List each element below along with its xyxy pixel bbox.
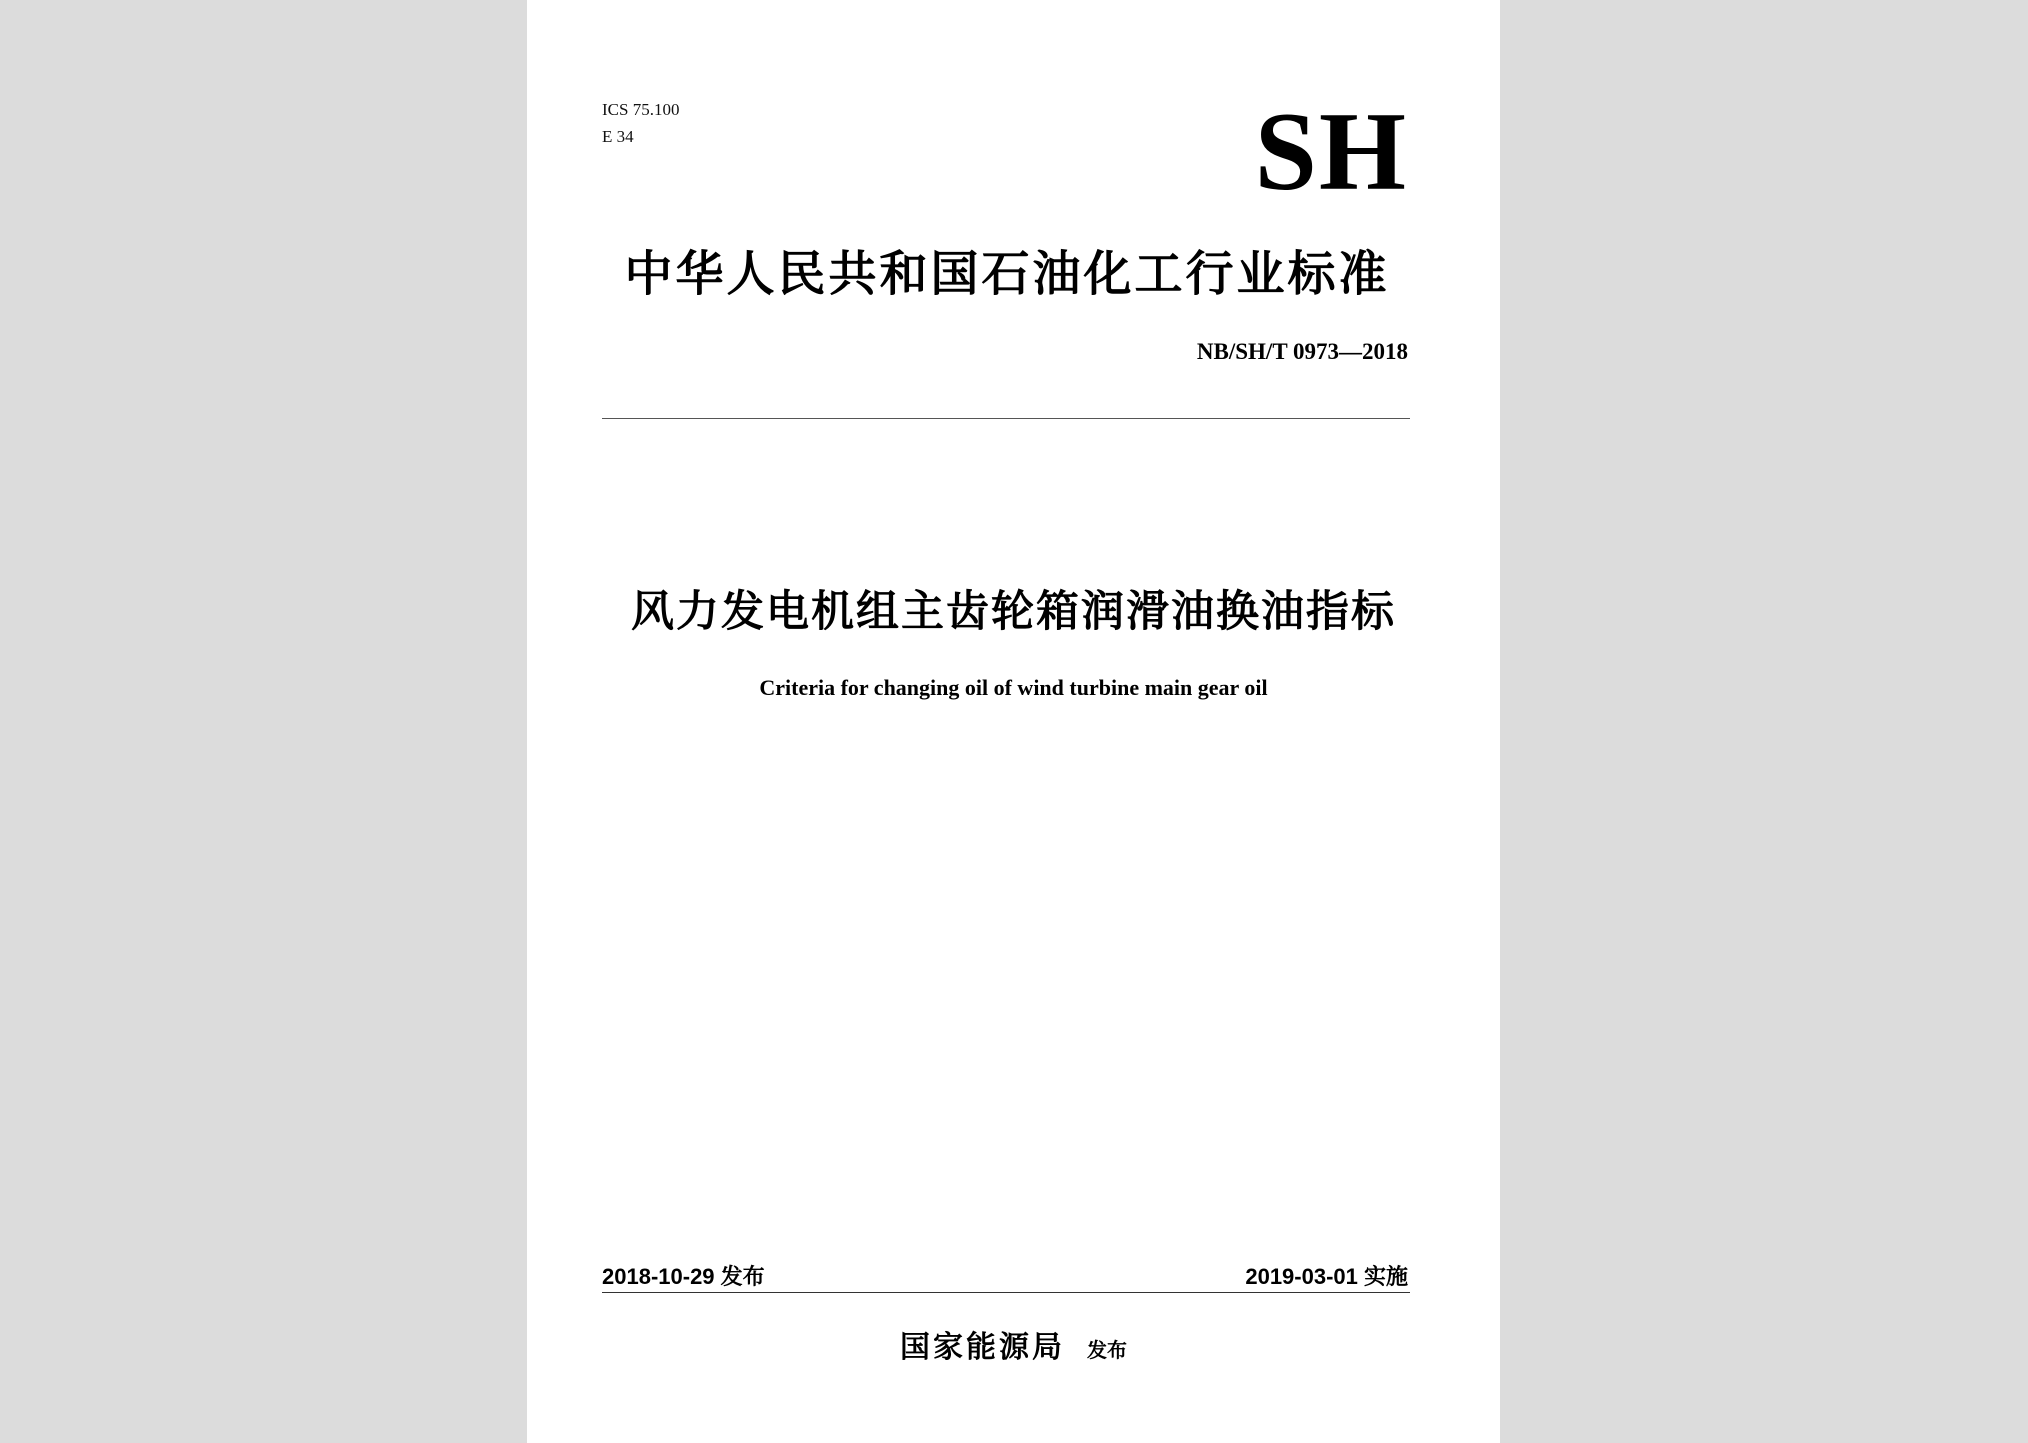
classification-code: E 34 bbox=[602, 127, 634, 146]
issue-date: 2018-10-29 发布 bbox=[602, 1264, 765, 1289]
sh-logo: SH bbox=[1254, 90, 1408, 214]
footer-divider bbox=[602, 1292, 1410, 1293]
publisher-line bbox=[527, 1322, 1500, 1366]
header-divider bbox=[602, 418, 1410, 419]
implementation-date: 2019-03-01 实施 bbox=[1245, 1264, 1408, 1289]
classification-codes bbox=[602, 96, 679, 150]
ics-code: ICS 75.100 bbox=[602, 100, 680, 119]
industry-standard-title: 中华人民共和国石油化工行业标准 bbox=[624, 246, 1390, 302]
document-title-english: Criteria for changing oil of wind turbine main gear oil bbox=[759, 675, 1268, 700]
standard-number: NB/SH/T 0973—2018 bbox=[1196, 339, 1408, 364]
document-title-chinese: 风力发电机组主齿轮箱润滑油换油指标 bbox=[631, 587, 1396, 637]
document-page bbox=[527, 0, 1500, 1443]
publisher-name: 国家能源局 bbox=[900, 1330, 1065, 1365]
publisher-action: 发布 bbox=[1087, 1338, 1127, 1362]
